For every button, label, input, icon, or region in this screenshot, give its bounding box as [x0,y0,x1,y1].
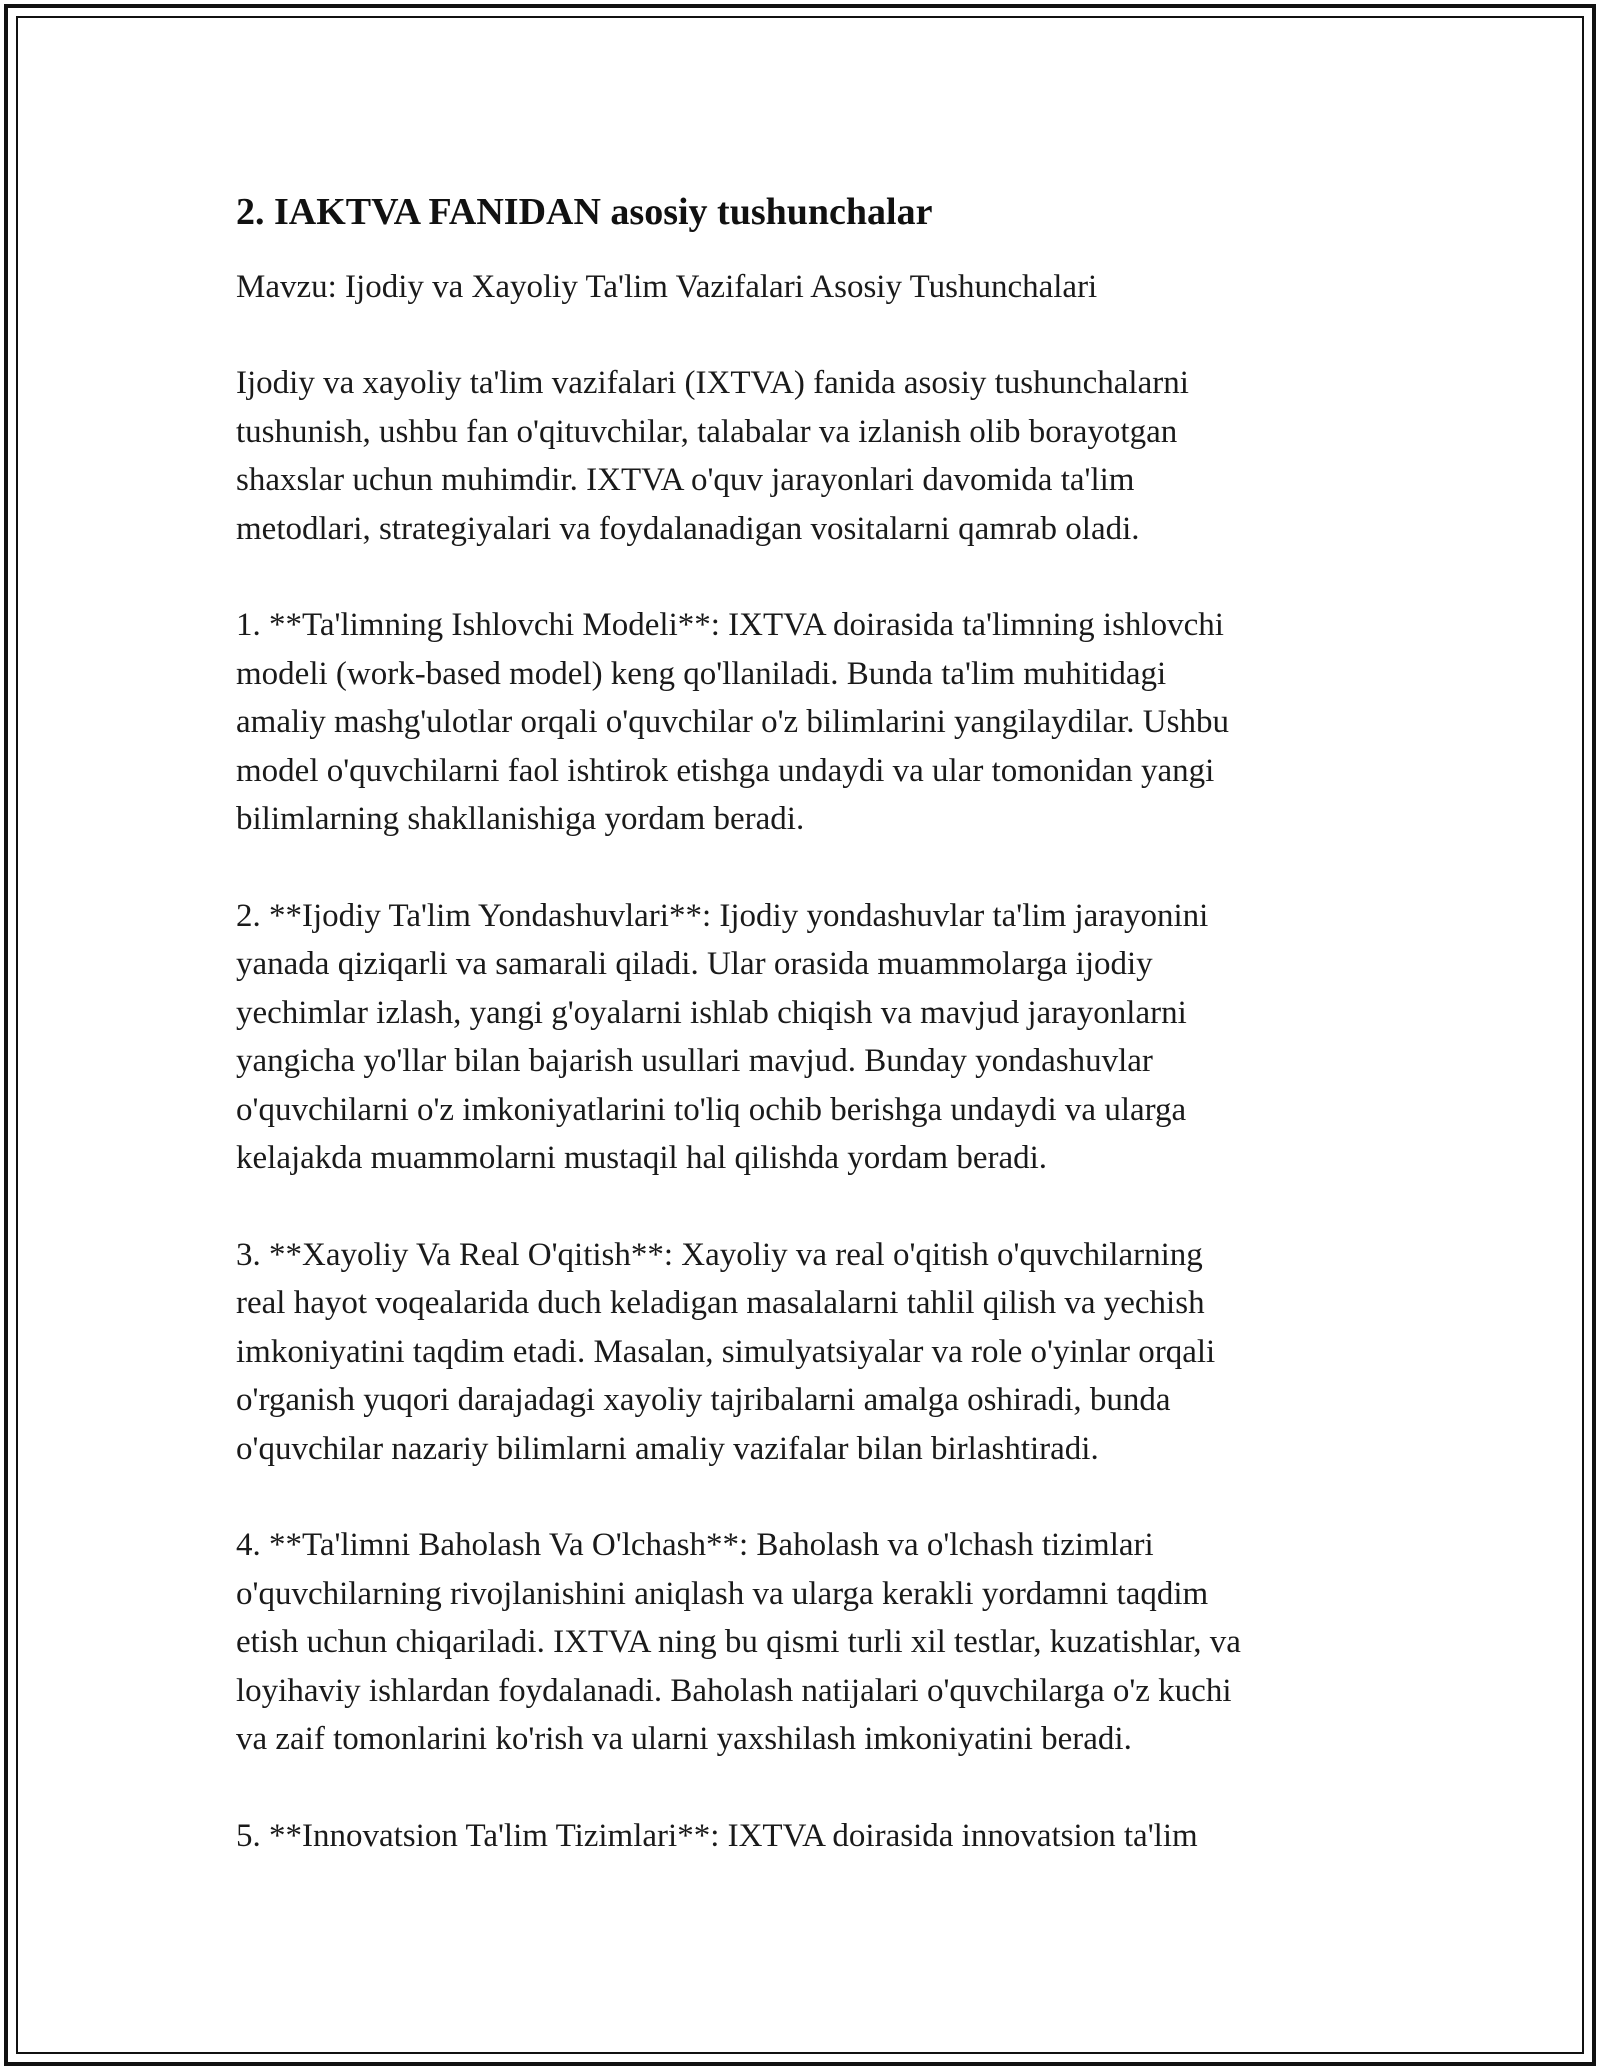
text-line: 2. **Ijodiy Ta'lim Yondashuvlari**: Ijodiy yondashuvlar ta'lim jarayonini [236,897,1209,934]
text-line: bilimlarning shakllanishiga yordam beradi. [236,801,805,837]
text-line: real hayot voqealarida duch keladigan masalalarni tahlil qilish va yechish [236,1285,1205,1321]
text-line: o'quvchilarning rivojlanishini aniqlash va ularga kerakli yordamni taqdim [236,1575,1209,1612]
text-line: 1. **Ta'limning Ishlovchi Modeli**: IXTVA doirasida ta'limning ishlovchi [236,607,1224,643]
paragraph-item-5 [236,1812,1376,1861]
text-line: yechimlar izlash, yangi g'oyalarni ishlab chiqish va mavjud jarayonlarni [236,994,1187,1031]
text-line: amaliy mashg'ulotlar orqali o'quvchilar o'z bilimlarini yangilaydilar. Ushbu [236,704,1229,740]
text-line: o'rganish yuqori darajadagi xayoliy tajribalarni amalga oshiradi, bunda [236,1382,1171,1418]
text-line: shaxslar uchun muhimdir. IXTVA o'quv jarayonlari davomida ta'lim [236,462,1135,498]
paragraph-item-1 [236,601,1376,844]
text-line: 4. **Ta'limni Baholash Va O'lchash**: Baholash va o'lchash tizimlari [236,1527,1154,1563]
paragraph-item-2 [236,892,1376,1183]
paragraph-intro [236,359,1376,553]
text-line: modeli (work-based model) keng qo'llaniladi. Bunda ta'lim muhitidagi [236,655,1167,692]
text-line: tushunish, ushbu fan o'qituvchilar, talabalar va izlanish olib borayotgan [236,413,1178,450]
document-body [236,186,1376,1860]
text-line: o'quvchilar nazariy bilimlarni amaliy vazifalar bilan birlashtiradi. [236,1430,1099,1467]
text-line: 3. **Xayoliy Va Real O'qitish**: Xayoliy va real o'qitish o'quvchilarning [236,1236,1203,1273]
text-line: model o'quvchilarni faol ishtirok etishga undaydi va ular tomonidan yangi [236,752,1215,789]
text-line: etish uchun chiqariladi. IXTVA ning bu qismi turli xil testlar, kuzatishlar, va [236,1624,1241,1660]
text-line: 5. **Innovatsion Ta'lim Tizimlari**: IXTVA doirasida innovatsion ta'lim [236,1817,1198,1854]
text-line: imkoniyatini taqdim etadi. Masalan, simulyatsiyalar va role o'yinlar orqali [236,1333,1216,1370]
document-title: 2. IAKTVA FANIDAN asosiy tushunchalar [236,191,933,233]
document-subtitle: Mavzu: Ijodiy va Xayoliy Ta'lim Vazifalari Asosiy Tushunchalari [236,269,1098,305]
text-line: yanada qiziqarli va samarali qiladi. Ular orasida muammolarga ijodiy [236,946,1153,982]
paragraph-item-4 [236,1521,1376,1764]
paragraph-item-3 [236,1231,1376,1474]
text-line: loyihaviy ishlardan foydalanadi. Baholash natijalari o'quvchilarga o'z kuchi [236,1672,1232,1709]
text-line: kelajakda muammolarni mustaqil hal qilishda yordam beradi. [236,1140,1048,1176]
text-line: yangicha yo'llar bilan bajarish usullari mavjud. Bunday yondashuvlar [236,1043,1153,1079]
text-line: o'quvchilarni o'z imkoniyatlarini to'liq ochib berishga undaydi va ularga [236,1091,1187,1128]
text-line: metodlari, strategiyalari va foydalanadigan vositalarni qamrab oladi. [236,510,1140,547]
text-line: Ijodiy va xayoliy ta'lim vazifalari (IXTVA) fanida asosiy tushunchalarni [236,365,1189,401]
text-line: va zaif tomonlarini ko'rish va ularni yaxshilash imkoniyatini beradi. [236,1721,1132,1757]
